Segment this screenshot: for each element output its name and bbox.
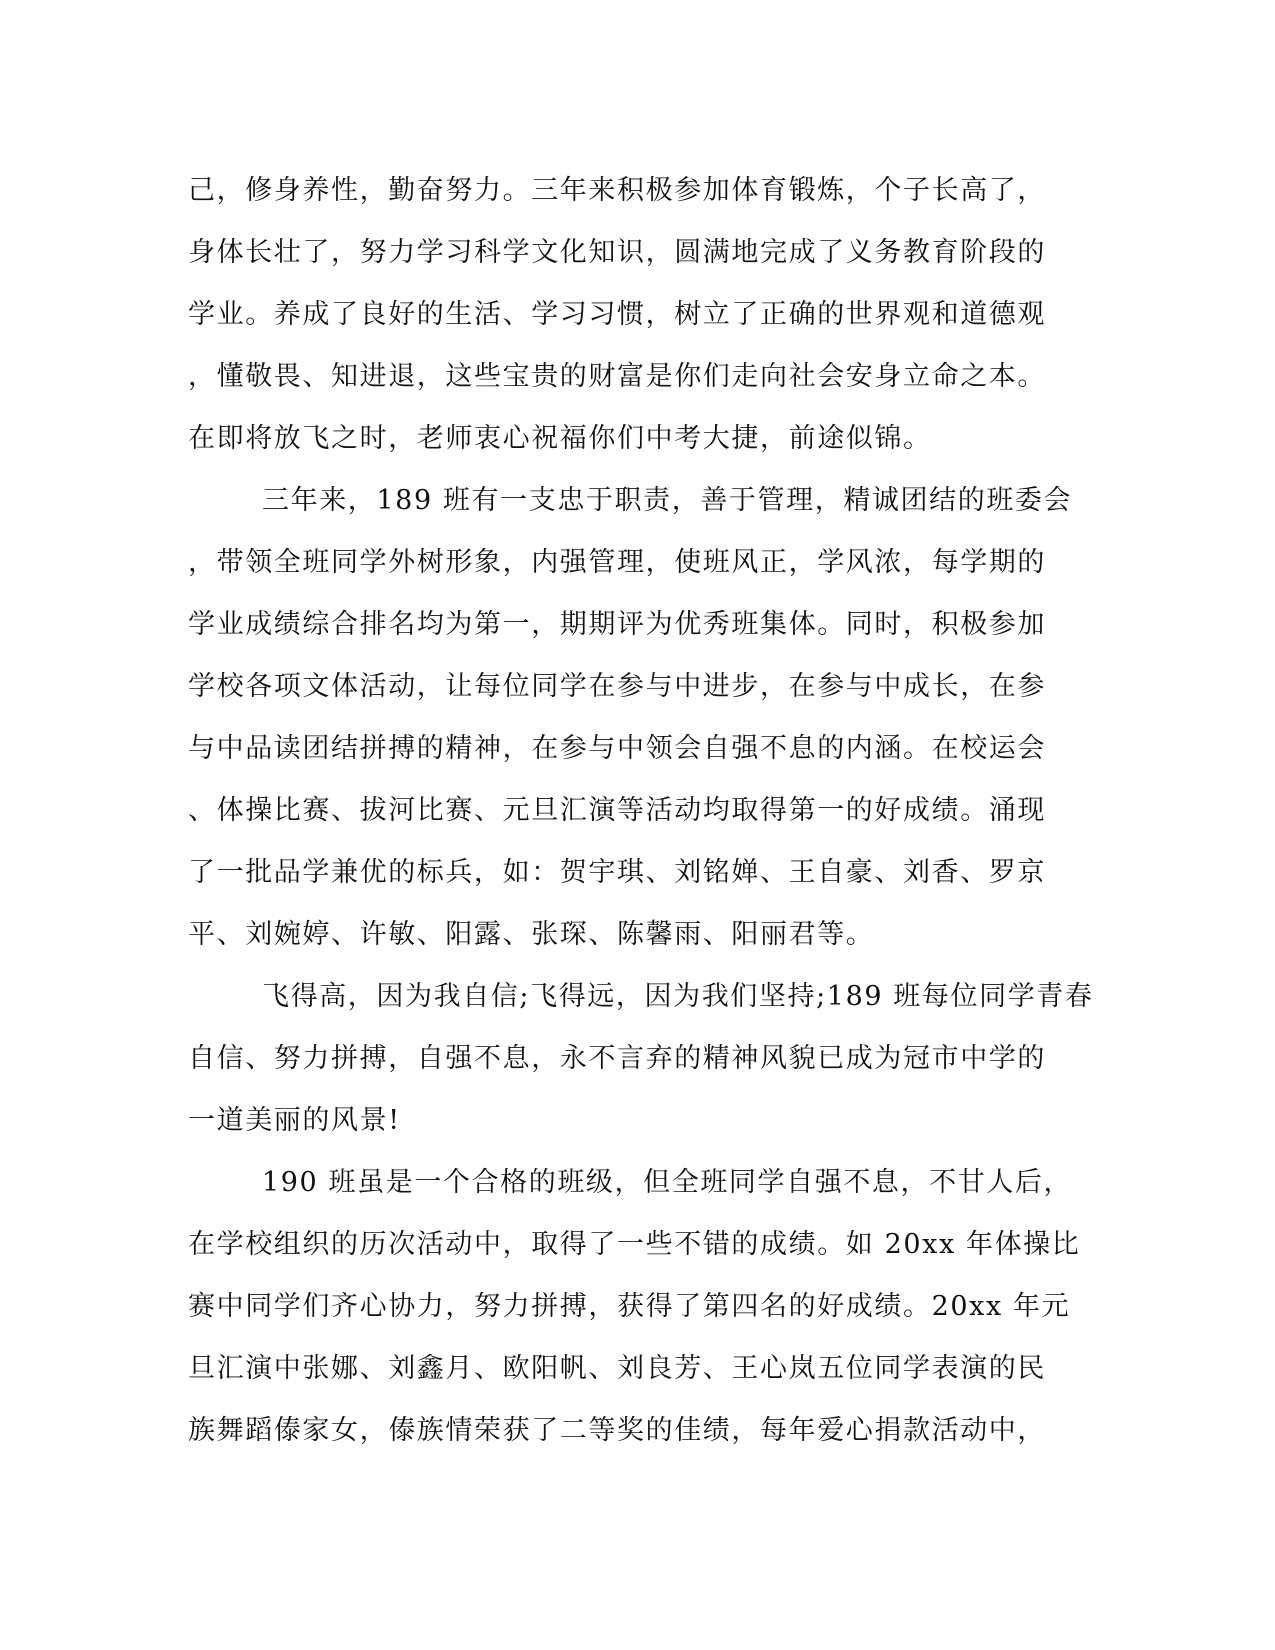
text-line: 学业成绩综合排名均为第一，期期评为优秀班集体。同时，积极参加 bbox=[188, 609, 1046, 640]
text-line: 学业。养成了良好的生活、学习习惯，树立了正确的世界观和道德观 bbox=[188, 299, 1046, 330]
text-line: 在学校组织的历次活动中，取得了一些不错的成绩。如 20xx 年体操比 bbox=[188, 1229, 1081, 1260]
text-line: 一道美丽的风景! bbox=[188, 1105, 401, 1136]
body-text bbox=[188, 160, 1094, 1462]
text-line: ，带领全班同学外树形象，内强管理，使班风正，学风浓，每学期的 bbox=[188, 547, 1046, 578]
paragraph-start-line: 190 班虽是一个合格的班级，但全班同学自强不息，不甘人后， bbox=[262, 1167, 1073, 1198]
paragraph-start-line: 飞得高，因为我自信;飞得远，因为我们坚持;189 班每位同学青春 bbox=[262, 981, 1094, 1012]
text-line: 平、刘婉婷、许敏、阳露、张琛、陈馨雨、阳丽君等。 bbox=[188, 919, 875, 950]
text-line: 了一批品学兼优的标兵，如：贺宇琪、刘铭婵、王自豪、刘香、罗京 bbox=[188, 857, 1046, 888]
text-line: 、体操比赛、拔河比赛、元旦汇演等活动均取得第一的好成绩。涌现 bbox=[188, 795, 1046, 826]
text-line: 赛中同学们齐心协力，努力拼搏，获得了第四名的好成绩。20xx 年元 bbox=[188, 1291, 1071, 1322]
text-line: 自信、努力拼搏，自强不息，永不言弃的精神风貌已成为冠市中学的 bbox=[188, 1043, 1046, 1074]
text-line: 己，修身养性，勤奋努力。三年来积极参加体育锻炼，个子长高了， bbox=[188, 175, 1046, 206]
text-line: ，懂敬畏、知进退，这些宝贵的财富是你们走向社会安身立命之本。 bbox=[188, 361, 1046, 392]
text-line: 身体长壮了，努力学习科学文化知识，圆满地完成了义务教育阶段的 bbox=[188, 237, 1046, 268]
paragraph-start-line: 三年来，189 班有一支忠于职责，善于管理，精诚团结的班委会 bbox=[262, 485, 1073, 516]
text-line: 族舞蹈傣家女，傣族情荣获了二等奖的佳绩，每年爱心捐款活动中， bbox=[188, 1415, 1046, 1446]
text-line: 在即将放飞之时，老师衷心祝福你们中考大捷，前途似锦。 bbox=[188, 423, 932, 454]
text-line: 旦汇演中张娜、刘鑫月、欧阳帆、刘良芳、王心岚五位同学表演的民 bbox=[188, 1353, 1046, 1384]
text-line: 与中品读团结拼搏的精神，在参与中领会自强不息的内涵。在校运会 bbox=[188, 733, 1046, 764]
text-line: 学校各项文体活动，让每位同学在参与中进步，在参与中成长，在参 bbox=[188, 671, 1046, 702]
